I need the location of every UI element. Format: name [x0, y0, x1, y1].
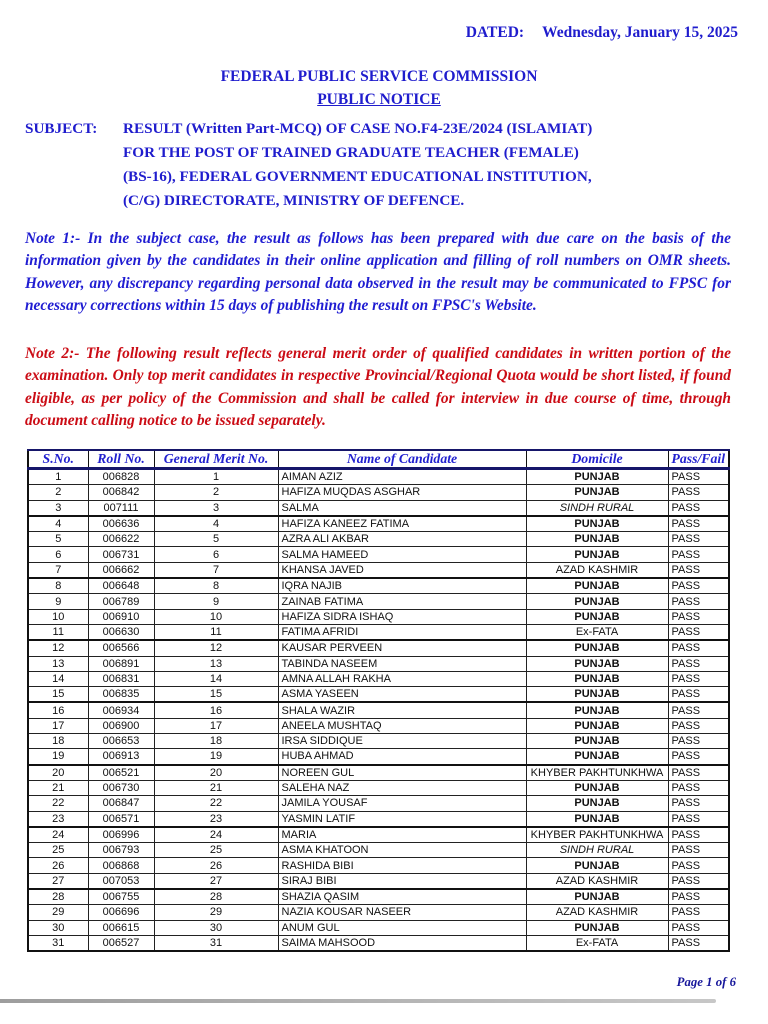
cell-res: PASS [668, 843, 729, 858]
cell-sno: 25 [28, 843, 88, 858]
cell-sno: 6 [28, 547, 88, 562]
cell-dom: PUNJAB [526, 858, 668, 873]
cell-sno: 24 [28, 827, 88, 843]
cell-res: PASS [668, 624, 729, 640]
cell-dom: PUNJAB [526, 780, 668, 795]
cell-res: PASS [668, 796, 729, 811]
table-row [28, 532, 729, 547]
dated-line [0, 24, 738, 42]
cell-name: SALMA [278, 500, 526, 516]
cell-sno: 31 [28, 935, 88, 951]
cell-dom: PUNJAB [526, 469, 668, 485]
cell-dom: AZAD KASHMIR [526, 562, 668, 578]
cell-res: PASS [668, 780, 729, 795]
page-number: Page 1 of 6 [676, 975, 736, 989]
cell-res: PASS [668, 485, 729, 500]
cell-roll: 006636 [88, 516, 154, 532]
subject-line-1: RESULT (Written Part-MCQ) OF CASE NO.F4-23E/2024 (ISLAMIAT) [123, 120, 593, 137]
cell-sno: 7 [28, 562, 88, 578]
cell-name: JAMILA YOUSAF [278, 796, 526, 811]
cell-sno: 9 [28, 594, 88, 609]
cell-roll: 006662 [88, 562, 154, 578]
cell-merit: 19 [154, 749, 278, 765]
cell-dom: PUNJAB [526, 656, 668, 671]
note-1: Note 1:- In the subject case, the result as follows has been prepared with due care on the basis of the information given by the candidates in their online application and filling of roll numbers on OMR sheets. However, any discrepancy regarding personal data observed in the result may be communicated to FPSC for necessary corrections within 15 days of publishing the result on FPSC's Website. [25, 230, 731, 315]
table-row [28, 889, 729, 905]
dated-value: Wednesday, January 15, 2025 [542, 24, 738, 41]
cell-roll: 006789 [88, 594, 154, 609]
table-row [28, 656, 729, 671]
cell-sno: 10 [28, 609, 88, 624]
subject-label: SUBJECT: [25, 120, 98, 137]
cell-name: SAIMA MAHSOOD [278, 935, 526, 951]
cell-roll: 006755 [88, 889, 154, 905]
table-body [28, 469, 729, 952]
cell-res: PASS [668, 609, 729, 624]
cell-dom: PUNJAB [526, 547, 668, 562]
cell-dom: PUNJAB [526, 687, 668, 703]
cell-merit: 18 [154, 734, 278, 749]
cell-merit: 12 [154, 640, 278, 656]
cell-res: PASS [668, 547, 729, 562]
cell-merit: 13 [154, 656, 278, 671]
cell-sno: 22 [28, 796, 88, 811]
cell-res: PASS [668, 578, 729, 594]
notice-title: PUBLIC NOTICE [317, 91, 441, 108]
cell-name: AZRA ALI AKBAR [278, 532, 526, 547]
cell-name: ASMA YASEEN [278, 687, 526, 703]
table-row [28, 843, 729, 858]
cell-res: PASS [668, 734, 729, 749]
cell-sno: 5 [28, 532, 88, 547]
cell-res: PASS [668, 935, 729, 951]
cell-roll: 006521 [88, 765, 154, 781]
cell-name: KAUSAR PERVEEN [278, 640, 526, 656]
cell-dom: AZAD KASHMIR [526, 905, 668, 920]
cell-name: SHALA WAZIR [278, 702, 526, 718]
cell-roll: 006648 [88, 578, 154, 594]
cell-res: PASS [668, 469, 729, 485]
header-name-of-candidate: Name of Candidate [278, 450, 526, 469]
cell-dom: PUNJAB [526, 609, 668, 624]
cell-res: PASS [668, 656, 729, 671]
cell-name: ANUM GUL [278, 920, 526, 935]
cell-merit: 15 [154, 687, 278, 703]
cell-dom: SINDH RURAL [526, 500, 668, 516]
cell-sno: 15 [28, 687, 88, 703]
cell-res: PASS [668, 858, 729, 873]
cell-dom: Ex-FATA [526, 935, 668, 951]
cell-sno: 18 [28, 734, 88, 749]
table-row [28, 920, 729, 935]
cell-name: KHANSA JAVED [278, 562, 526, 578]
cell-dom: SINDH RURAL [526, 843, 668, 858]
cell-res: PASS [668, 749, 729, 765]
cell-name: ANEELA MUSHTAQ [278, 718, 526, 733]
cell-merit: 6 [154, 547, 278, 562]
cell-roll: 007053 [88, 873, 154, 889]
table-row [28, 780, 729, 795]
cell-dom: PUNJAB [526, 796, 668, 811]
cell-merit: 27 [154, 873, 278, 889]
cell-name: AIMAN AZIZ [278, 469, 526, 485]
table-row [28, 702, 729, 718]
cell-name: SALMA HAMEED [278, 547, 526, 562]
cell-roll: 006828 [88, 469, 154, 485]
cell-name: AMNA ALLAH RAKHA [278, 671, 526, 686]
cell-dom: PUNJAB [526, 516, 668, 532]
cell-name: ASMA KHATOON [278, 843, 526, 858]
cell-name: IRSA SIDDIQUE [278, 734, 526, 749]
table-row [28, 749, 729, 765]
cell-sno: 14 [28, 671, 88, 686]
cell-res: PASS [668, 687, 729, 703]
note-2: Note 2:- The following result reflects general merit order of qualified candidates in written portion of the examination. Only top merit candidates in respective Provincial/Regional Quota would be short listed, if found eligible, as per policy of the Commission and shall be called for interview in due course of time, through document calling notice to be issued separately. [25, 345, 731, 430]
cell-merit: 22 [154, 796, 278, 811]
cell-roll: 006622 [88, 532, 154, 547]
table-row [28, 594, 729, 609]
cell-name: HUBA AHMAD [278, 749, 526, 765]
cell-res: PASS [668, 640, 729, 656]
cell-merit: 24 [154, 827, 278, 843]
cell-roll: 006527 [88, 935, 154, 951]
cell-dom: PUNJAB [526, 640, 668, 656]
cell-sno: 26 [28, 858, 88, 873]
cell-merit: 2 [154, 485, 278, 500]
table-row [28, 687, 729, 703]
table-row [28, 578, 729, 594]
cell-name: HAFIZA SIDRA ISHAQ [278, 609, 526, 624]
cell-res: PASS [668, 500, 729, 516]
cell-roll: 006630 [88, 624, 154, 640]
cell-dom: PUNJAB [526, 718, 668, 733]
cell-roll: 006566 [88, 640, 154, 656]
cell-merit: 28 [154, 889, 278, 905]
cell-roll: 007111 [88, 500, 154, 516]
result-table [27, 449, 728, 952]
table-row [28, 873, 729, 889]
cell-merit: 4 [154, 516, 278, 532]
cell-sno: 2 [28, 485, 88, 500]
cell-dom: AZAD KASHMIR [526, 873, 668, 889]
cell-name: YASMIN LATIF [278, 811, 526, 827]
cell-name: HAFIZA KANEEZ FATIMA [278, 516, 526, 532]
cell-name: HAFIZA MUQDAS ASGHAR [278, 485, 526, 500]
header-roll-no: Roll No. [88, 450, 154, 469]
cell-roll: 006900 [88, 718, 154, 733]
cell-roll: 006891 [88, 656, 154, 671]
cell-name: FATIMA AFRIDI [278, 624, 526, 640]
cell-sno: 20 [28, 765, 88, 781]
org-title: FEDERAL PUBLIC SERVICE COMMISSION [220, 68, 538, 85]
cell-merit: 30 [154, 920, 278, 935]
cell-sno: 12 [28, 640, 88, 656]
cell-roll: 006731 [88, 547, 154, 562]
cell-dom: PUNJAB [526, 920, 668, 935]
table-row [28, 640, 729, 656]
cell-res: PASS [668, 532, 729, 547]
cell-merit: 11 [154, 624, 278, 640]
cell-roll: 006696 [88, 905, 154, 920]
cell-sno: 3 [28, 500, 88, 516]
header-sno: S.No. [28, 450, 88, 469]
cell-res: PASS [668, 718, 729, 733]
table-row [28, 562, 729, 578]
table-row [28, 796, 729, 811]
cell-dom: PUNJAB [526, 749, 668, 765]
cell-name: ZAINAB FATIMA [278, 594, 526, 609]
cell-merit: 17 [154, 718, 278, 733]
table-row [28, 858, 729, 873]
cell-name: NOREEN GUL [278, 765, 526, 781]
subject-line-3: (BS-16), FEDERAL GOVERNMENT EDUCATIONAL INSTITUTION, [123, 168, 592, 185]
cell-sno: 8 [28, 578, 88, 594]
cell-roll: 006868 [88, 858, 154, 873]
cell-merit: 25 [154, 843, 278, 858]
table-row [28, 609, 729, 624]
cell-roll: 006842 [88, 485, 154, 500]
cell-roll: 006730 [88, 780, 154, 795]
header-general-merit-no: General Merit No. [154, 450, 278, 469]
cell-res: PASS [668, 889, 729, 905]
cell-roll: 006835 [88, 687, 154, 703]
cell-sno: 16 [28, 702, 88, 718]
table-header-row [28, 450, 729, 469]
cell-res: PASS [668, 516, 729, 532]
cell-sno: 30 [28, 920, 88, 935]
header-pass-fail: Pass/Fail [668, 450, 729, 469]
cell-res: PASS [668, 873, 729, 889]
cell-dom: PUNJAB [526, 702, 668, 718]
table-row [28, 485, 729, 500]
cell-name: SHAZIA QASIM [278, 889, 526, 905]
cell-merit: 8 [154, 578, 278, 594]
cell-roll: 006571 [88, 811, 154, 827]
cell-sno: 11 [28, 624, 88, 640]
table-row [28, 547, 729, 562]
cell-name: RASHIDA BIBI [278, 858, 526, 873]
cell-sno: 23 [28, 811, 88, 827]
cell-merit: 1 [154, 469, 278, 485]
table-row [28, 827, 729, 843]
cell-sno: 19 [28, 749, 88, 765]
cell-roll: 006996 [88, 827, 154, 843]
cell-name: SALEHA NAZ [278, 780, 526, 795]
cell-dom: KHYBER PAKHTUNKHWA [526, 827, 668, 843]
cell-sno: 13 [28, 656, 88, 671]
cell-sno: 27 [28, 873, 88, 889]
table-row [28, 500, 729, 516]
cell-dom: PUNJAB [526, 578, 668, 594]
cell-res: PASS [668, 905, 729, 920]
table-row [28, 469, 729, 485]
cell-roll: 006793 [88, 843, 154, 858]
table-row [28, 671, 729, 686]
table-row [28, 905, 729, 920]
table-row [28, 516, 729, 532]
dated-label: DATED: [465, 24, 525, 41]
cell-roll: 006934 [88, 702, 154, 718]
cell-merit: 16 [154, 702, 278, 718]
cell-dom: PUNJAB [526, 811, 668, 827]
cell-merit: 9 [154, 594, 278, 609]
table-row [28, 765, 729, 781]
cell-merit: 3 [154, 500, 278, 516]
cell-roll: 006847 [88, 796, 154, 811]
cell-merit: 31 [154, 935, 278, 951]
table-row [28, 734, 729, 749]
cell-merit: 29 [154, 905, 278, 920]
cell-dom: Ex-FATA [526, 624, 668, 640]
cell-sno: 1 [28, 469, 88, 485]
cell-roll: 006910 [88, 609, 154, 624]
cell-merit: 26 [154, 858, 278, 873]
header-domicile: Domicile [526, 450, 668, 469]
cell-sno: 21 [28, 780, 88, 795]
cell-merit: 14 [154, 671, 278, 686]
cell-dom: PUNJAB [526, 671, 668, 686]
subject-line-2: FOR THE POST OF TRAINED GRADUATE TEACHER (FEMALE) [123, 144, 579, 161]
subject-lines [123, 117, 740, 213]
cell-roll: 006615 [88, 920, 154, 935]
subject-block [25, 117, 740, 213]
cell-res: PASS [668, 594, 729, 609]
table-row [28, 718, 729, 733]
cell-merit: 21 [154, 780, 278, 795]
page-bottom-shadow [0, 999, 716, 1003]
cell-sno: 4 [28, 516, 88, 532]
cell-merit: 23 [154, 811, 278, 827]
cell-res: PASS [668, 702, 729, 718]
table-row [28, 811, 729, 827]
cell-dom: KHYBER PAKHTUNKHWA [526, 765, 668, 781]
cell-name: NAZIA KOUSAR NASEER [278, 905, 526, 920]
cell-dom: PUNJAB [526, 485, 668, 500]
cell-dom: PUNJAB [526, 734, 668, 749]
cell-sno: 29 [28, 905, 88, 920]
cell-name: MARIA [278, 827, 526, 843]
cell-merit: 7 [154, 562, 278, 578]
cell-res: PASS [668, 811, 729, 827]
cell-res: PASS [668, 765, 729, 781]
cell-name: SIRAJ BIBI [278, 873, 526, 889]
subject-line-4: (C/G) DIRECTORATE, MINISTRY OF DEFENCE. [123, 192, 465, 209]
cell-roll: 006831 [88, 671, 154, 686]
cell-dom: PUNJAB [526, 594, 668, 609]
cell-merit: 5 [154, 532, 278, 547]
cell-sno: 17 [28, 718, 88, 733]
cell-name: TABINDA NASEEM [278, 656, 526, 671]
table-row [28, 624, 729, 640]
cell-res: PASS [668, 562, 729, 578]
cell-name: IQRA NAJIB [278, 578, 526, 594]
cell-res: PASS [668, 671, 729, 686]
cell-sno: 28 [28, 889, 88, 905]
cell-roll: 006913 [88, 749, 154, 765]
cell-roll: 006653 [88, 734, 154, 749]
cell-merit: 20 [154, 765, 278, 781]
cell-dom: PUNJAB [526, 889, 668, 905]
cell-merit: 10 [154, 609, 278, 624]
cell-res: PASS [668, 827, 729, 843]
cell-res: PASS [668, 920, 729, 935]
cell-dom: PUNJAB [526, 532, 668, 547]
table-row [28, 935, 729, 951]
